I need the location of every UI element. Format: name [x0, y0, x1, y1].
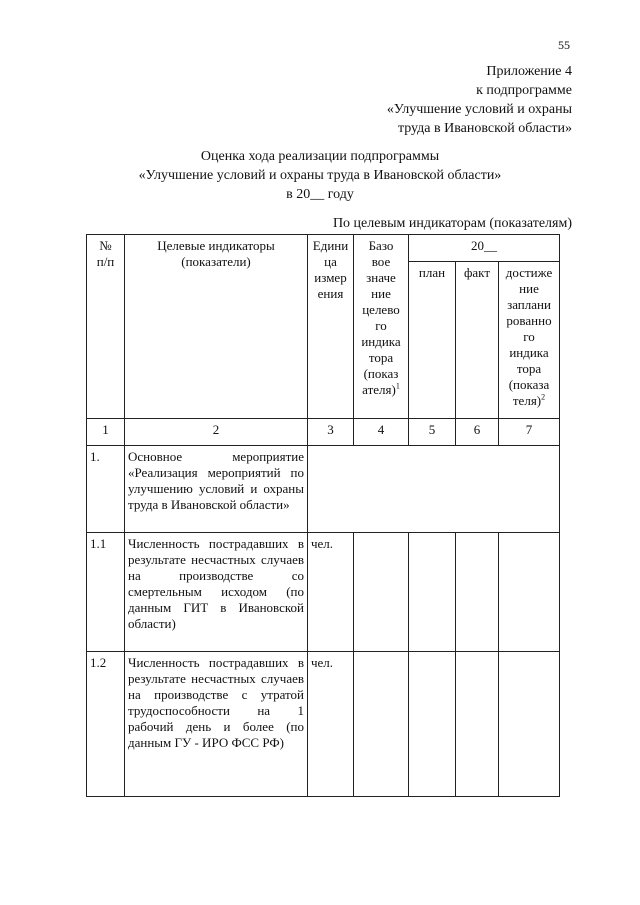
header-line: заплани [507, 297, 551, 312]
header-line: ние [371, 286, 391, 301]
colnum-1: 1 [87, 419, 125, 446]
header-line: ца [324, 254, 337, 269]
header-line: тора [368, 350, 394, 365]
colnum-2: 2 [125, 419, 308, 446]
column-numbers-row [87, 419, 560, 446]
header-line: теля)$^2$ [512, 392, 546, 408]
header-line: № [99, 238, 112, 253]
row-1-num: 1. [87, 446, 125, 533]
header-base-text [357, 238, 405, 398]
table-row [87, 446, 560, 533]
header-unit [308, 235, 354, 419]
colnum-6: 6 [456, 419, 499, 446]
header-line: го [375, 318, 387, 333]
row-2-fact [456, 533, 499, 652]
header-line: (показатели) [181, 254, 251, 269]
row-3-unit: чел. [308, 652, 354, 797]
header-year: 20__ [409, 235, 560, 262]
appendix-block [387, 62, 572, 138]
indicators-table [86, 234, 560, 797]
row-3-num: 1.2 [87, 652, 125, 797]
header-base-footnote: 1 [395, 381, 400, 391]
header-line: Целевые индикаторы [157, 238, 275, 253]
header-num [87, 235, 125, 419]
row-2-plan [409, 533, 456, 652]
header-line: Едини [312, 238, 349, 253]
row-1-text: Основное мероприятие «Реализация мероприятий по улучшению условий и охраны труда в Ивановской области» [125, 446, 308, 533]
header-fact: факт [456, 262, 499, 419]
header-achievement-footnote: 2 [541, 392, 546, 402]
appendix-line-1: Приложение 4 [486, 64, 572, 79]
header-line: рованно [506, 313, 552, 328]
appendix-line-3: «Улучшение условий и охраны [386, 102, 572, 117]
document-title [0, 147, 640, 204]
header-plan: план [409, 262, 456, 419]
row-2-num: 1.1 [87, 533, 125, 652]
header-line: п/п [96, 254, 115, 269]
title-line-3: в 20__ году [286, 187, 354, 202]
row-2-base [354, 533, 409, 652]
header-line: ения [317, 286, 344, 301]
header-line: го [523, 329, 535, 344]
title-line-2: «Улучшение условий и охраны труда в Ивановской области» [138, 168, 502, 183]
row-2-unit: чел. [308, 533, 354, 652]
header-line: достиже [505, 265, 553, 280]
row-1-merged-cell [308, 446, 560, 533]
row-2-text: Численность пострадавших в результате несчастных случаев на производстве со смертельным исходом (по данным ГИТ в Ивановской области) [125, 533, 308, 652]
row-2-achievement [499, 533, 560, 652]
header-line: (показа [508, 377, 550, 392]
colnum-3: 3 [308, 419, 354, 446]
table-subheading: По целевым индикаторам (показателям) [332, 216, 572, 231]
header-achievement-text [502, 265, 556, 409]
row-3-text: Численность пострадавших в результате несчастных случаев на производстве с утратой трудоспособности на 1 рабочий день и более (по данным ГУ - ИРО ФСС РФ) [125, 652, 308, 797]
header-row-1 [87, 235, 560, 262]
header-line: целево [362, 302, 400, 317]
header-indicators [125, 235, 308, 419]
header-line: тора [516, 361, 542, 376]
header-line: измер [314, 270, 347, 285]
appendix-line-2: к подпрограмме [476, 83, 572, 98]
colnum-4: 4 [354, 419, 409, 446]
header-line: ателя)$^1$ [362, 381, 400, 397]
row-3-fact [456, 652, 499, 797]
row-3-base [354, 652, 409, 797]
header-line: (показ [363, 366, 399, 381]
page-number: 55 [558, 38, 570, 52]
header-line: ние [519, 281, 539, 296]
table-row [87, 533, 560, 652]
header-achievement [499, 262, 560, 419]
header-line: Базо [368, 238, 394, 253]
appendix-line-4: труда в Ивановской области» [397, 121, 572, 136]
title-line-1: Оценка хода реализации подпрограммы [200, 149, 440, 164]
header-line: индика [361, 334, 401, 349]
colnum-5: 5 [409, 419, 456, 446]
header-line: индика [509, 345, 549, 360]
row-3-achievement [499, 652, 560, 797]
row-3-plan [409, 652, 456, 797]
header-line: значе [366, 270, 396, 285]
header-base-value [354, 235, 409, 419]
header-line: вое [371, 254, 391, 269]
colnum-7: 7 [499, 419, 560, 446]
table-row [87, 652, 560, 797]
